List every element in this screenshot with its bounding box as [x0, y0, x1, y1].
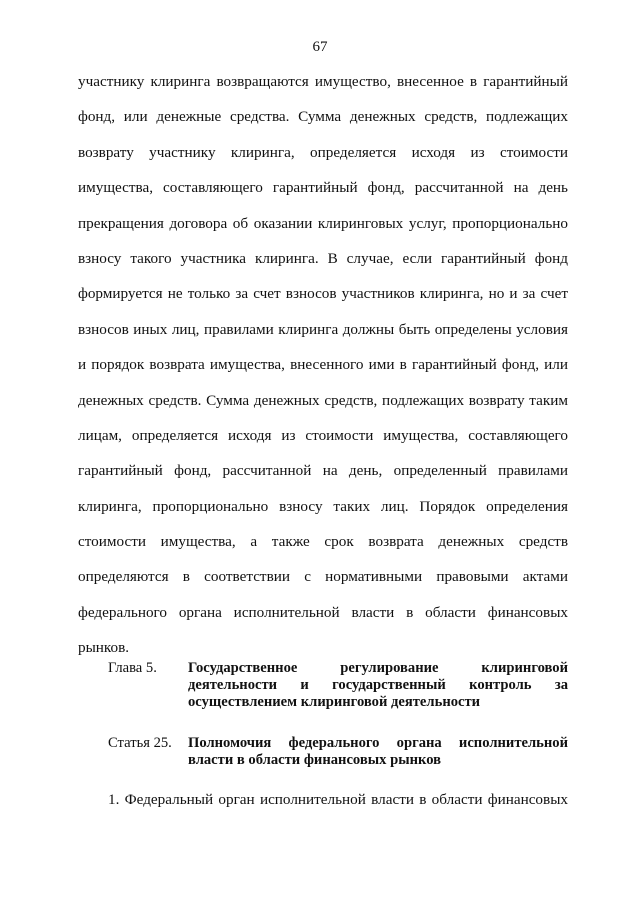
chapter-title-line: Государственное регулирование клиринговой [188, 660, 568, 676]
paragraph-line: формируется не только за счет взносов участников клиринга, но и за счет [78, 285, 568, 303]
chapter-title [188, 660, 568, 711]
paragraph-line: лицам, определяется исходя из стоимости имущества, составляющего [78, 426, 568, 444]
article-label: Статья 25. [108, 735, 172, 751]
paragraph-line: стоимости имущества, а также срок возврата денежных средств [78, 533, 568, 551]
page-number: 67 [312, 39, 328, 55]
paragraph-line: определяются в соответствии с нормативными правовыми актами [78, 568, 568, 586]
paragraph-line: взносу такого участника клиринга. В случае, если гарантийный фонд [78, 249, 568, 267]
chapter-heading [108, 660, 568, 711]
article-title-line: Полномочия федерального органа исполнительной [188, 735, 568, 751]
paragraph-line: гарантийный фонд, рассчитанной на день, определенный правилами [78, 462, 568, 480]
clause-text: 1. Федеральный орган исполнительной власти в области финансовых [108, 791, 568, 808]
paragraph-line: денежных средств. Сумма денежных средств, подлежащих возврату таким [78, 391, 568, 409]
article-title-line: власти в области финансовых рынков [188, 752, 442, 768]
body-paragraph [78, 71, 568, 673]
paragraph-line: имущества, составляющего гарантийный фонд, рассчитанной на день [78, 179, 568, 197]
chapter-label: Глава 5. [108, 660, 157, 676]
paragraph-line: клиринга, пропорционально взносу таких лиц. Порядок определения [78, 497, 568, 515]
paragraph-line: и порядок возврата имущества, внесенного ими в гарантийный фонд, или [78, 356, 568, 374]
paragraph-line: прекращения договора об оказании клиринговых услуг, пропорционально [78, 214, 568, 232]
paragraph-line: участнику клиринга возвращаются имущество, внесенное в гарантийный [78, 73, 568, 90]
article-heading [108, 735, 568, 769]
paragraph-line: рынков. [78, 639, 130, 657]
chapter-title-line: деятельности и государственный контроль за [188, 677, 568, 693]
paragraph-line: возврату участнику клиринга, определяется исходя из стоимости [78, 143, 568, 161]
paragraph-line: взносов иных лиц, правилами клиринга должны быть определены условия [78, 320, 568, 338]
article-title [188, 735, 568, 769]
paragraph-line: федерального органа исполнительной власти в области финансовых [78, 603, 568, 621]
paragraph-line: фонд, или денежные средства. Сумма денежных средств, подлежащих [78, 108, 568, 126]
chapter-title-line: осуществлением клиринговой деятельности [188, 694, 481, 710]
